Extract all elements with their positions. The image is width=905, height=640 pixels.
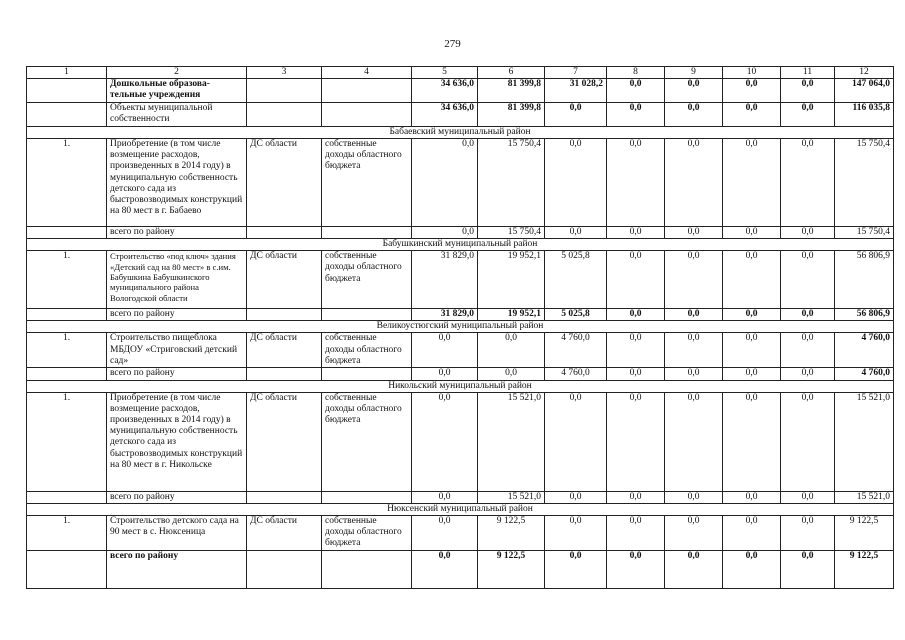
- value-cell: 0,0: [781, 309, 835, 321]
- value-cell: 15 521,0: [835, 491, 894, 503]
- value-cell: 9 122,5: [478, 515, 545, 550]
- budget-table: [26, 66, 894, 589]
- item-row: [27, 139, 894, 227]
- value-cell: 0,0: [607, 368, 665, 380]
- column-header: 10: [723, 67, 781, 79]
- value-cell: 15 750,4: [835, 139, 894, 227]
- value-cell: 0,0: [723, 103, 781, 127]
- value-cell: 5 025,8: [545, 251, 607, 309]
- summary-label: Дошкольные образова-тельные учреждения: [107, 79, 247, 103]
- value-cell: 0,0: [665, 227, 723, 239]
- column-header: 11: [781, 67, 835, 79]
- item-recipient: ДС области: [247, 515, 322, 550]
- value-cell: 0,0: [665, 139, 723, 227]
- value-cell: 0,0: [781, 227, 835, 239]
- value-cell: 0,0: [723, 251, 781, 309]
- total-label: всего по району: [107, 550, 247, 588]
- value-cell: 0,0: [545, 550, 607, 588]
- item-source: собственные доходы областного бюджета: [322, 251, 412, 309]
- value-cell: 34 636,0: [412, 103, 478, 127]
- value-cell: 81 399,8: [478, 103, 545, 127]
- district-header-row: [27, 321, 894, 333]
- total-label: всего по району: [107, 368, 247, 380]
- value-cell: 0,0: [607, 392, 665, 491]
- item-index: 1.: [27, 251, 107, 309]
- district-name: Великоустюгский муниципальный район: [27, 321, 894, 333]
- column-header: 9: [665, 67, 723, 79]
- district-name: Бабушкинский муниципальный район: [27, 239, 894, 251]
- value-cell: 9 122,5: [478, 550, 545, 588]
- value-cell: 0,0: [781, 515, 835, 550]
- value-cell: 0,0: [781, 251, 835, 309]
- value-cell: 0,0: [723, 368, 781, 380]
- value-cell: 0,0: [412, 515, 478, 550]
- value-cell: 34 636,0: [412, 79, 478, 103]
- district-total-row: [27, 491, 894, 503]
- district-total-row: [27, 309, 894, 321]
- value-cell: 5 025,8: [545, 309, 607, 321]
- item-source: собственные доходы областного бюджета: [322, 333, 412, 368]
- summary-label: Объекты муниципальной собственности: [107, 103, 247, 127]
- column-header: 6: [478, 67, 545, 79]
- item-index: 1.: [27, 139, 107, 227]
- value-cell: 31 829,0: [412, 251, 478, 309]
- item-recipient: ДС области: [247, 251, 322, 309]
- item-index: 1.: [27, 515, 107, 550]
- district-header-row: [27, 239, 894, 251]
- page-number: 279: [444, 38, 461, 50]
- column-header: 2: [107, 67, 247, 79]
- value-cell: 0,0: [781, 103, 835, 127]
- value-cell: 9 122,5: [835, 515, 894, 550]
- value-cell: 15 521,0: [478, 491, 545, 503]
- value-cell: 0,0: [607, 227, 665, 239]
- total-label: всего по району: [107, 227, 247, 239]
- district-header-row: [27, 503, 894, 515]
- district-header-row: [27, 127, 894, 139]
- item-index: 1.: [27, 392, 107, 491]
- value-cell: 15 750,4: [478, 139, 545, 227]
- value-cell: 15 750,4: [478, 227, 545, 239]
- value-cell: 0,0: [781, 550, 835, 588]
- value-cell: 0,0: [412, 368, 478, 380]
- value-cell: 0,0: [781, 139, 835, 227]
- value-cell: 0,0: [723, 392, 781, 491]
- value-cell: 0,0: [723, 550, 781, 588]
- value-cell: 0,0: [412, 227, 478, 239]
- value-cell: 0,0: [723, 491, 781, 503]
- district-name: Бабаевский муниципальный район: [27, 127, 894, 139]
- value-cell: 0,0: [607, 550, 665, 588]
- value-cell: 0,0: [781, 368, 835, 380]
- value-cell: 0,0: [412, 139, 478, 227]
- column-header: 4: [322, 67, 412, 79]
- value-cell: 0,0: [665, 368, 723, 380]
- item-source: собственные доходы областного бюджета: [322, 515, 412, 550]
- value-cell: 0,0: [412, 550, 478, 588]
- value-cell: 0,0: [607, 515, 665, 550]
- column-header: 5: [412, 67, 478, 79]
- value-cell: 147 064,0: [835, 79, 894, 103]
- item-row: [27, 333, 894, 368]
- item-name: Строительство детского сада на 90 мест в с. Нюксеница: [107, 515, 247, 550]
- value-cell: 0,0: [665, 103, 723, 127]
- value-cell: 31 829,0: [412, 309, 478, 321]
- value-cell: 0,0: [723, 139, 781, 227]
- value-cell: 0,0: [665, 79, 723, 103]
- value-cell: 15 750,4: [835, 227, 894, 239]
- value-cell: 0,0: [665, 491, 723, 503]
- item-name: Приобретение (в том числе возмещение расходов, произведенных в 2014 году) в муниципальную собственность детского сада из быстровозводимых конструкций на 80 мест в г. Никольске: [107, 392, 247, 491]
- value-cell: 0,0: [607, 79, 665, 103]
- value-cell: 0,0: [607, 309, 665, 321]
- value-cell: 0,0: [607, 251, 665, 309]
- value-cell: 4 760,0: [545, 333, 607, 368]
- value-cell: 0,0: [412, 333, 478, 368]
- district-total-row: [27, 368, 894, 380]
- column-header-row: [27, 67, 894, 79]
- value-cell: 4 760,0: [835, 368, 894, 380]
- item-name: Строительство пищеблока МБДОУ «Стриговский детский сад»: [107, 333, 247, 368]
- column-header: 8: [607, 67, 665, 79]
- value-cell: 31 028,2: [545, 79, 607, 103]
- item-row: [27, 392, 894, 491]
- item-row: [27, 515, 894, 550]
- district-name: Нюксенский муниципальный район: [27, 503, 894, 515]
- value-cell: 0,0: [545, 139, 607, 227]
- district-header-row: [27, 380, 894, 392]
- district-total-row: [27, 227, 894, 239]
- value-cell: 9 122,5: [835, 550, 894, 588]
- item-row: [27, 251, 894, 309]
- value-cell: 0,0: [607, 103, 665, 127]
- summary-row: [27, 79, 894, 103]
- value-cell: 0,0: [545, 515, 607, 550]
- district-total-row: [27, 550, 894, 588]
- value-cell: 0,0: [781, 333, 835, 368]
- value-cell: 0,0: [665, 251, 723, 309]
- value-cell: 0,0: [781, 491, 835, 503]
- value-cell: 0,0: [723, 515, 781, 550]
- value-cell: 0,0: [607, 491, 665, 503]
- value-cell: 0,0: [607, 333, 665, 368]
- item-source: собственные доходы областного бюджета: [322, 392, 412, 491]
- item-recipient: ДС области: [247, 392, 322, 491]
- value-cell: 0,0: [412, 491, 478, 503]
- value-cell: 0,0: [665, 392, 723, 491]
- value-cell: 116 035,8: [835, 103, 894, 127]
- value-cell: 0,0: [545, 392, 607, 491]
- item-name: Строительство «под ключ» здания «Детский сад на 80 мест» в с.им. Бабушкина Бабушкинского муниципального района Вологодской области: [107, 251, 247, 309]
- value-cell: 56 806,9: [835, 251, 894, 309]
- total-label: всего по району: [107, 491, 247, 503]
- total-label: всего по району: [107, 309, 247, 321]
- column-header: 3: [247, 67, 322, 79]
- value-cell: 56 806,9: [835, 309, 894, 321]
- value-cell: 0,0: [665, 309, 723, 321]
- value-cell: 0,0: [781, 79, 835, 103]
- value-cell: 0,0: [478, 368, 545, 380]
- value-cell: 0,0: [665, 550, 723, 588]
- item-recipient: ДС области: [247, 139, 322, 227]
- value-cell: 0,0: [478, 333, 545, 368]
- value-cell: 19 952,1: [478, 309, 545, 321]
- value-cell: 15 521,0: [478, 392, 545, 491]
- item-name: Приобретение (в том числе возмещение расходов, произведенных в 2014 году) в муниципальную собственность детского сада из быстровозводимых конструкций на 80 мест в г. Бабаево: [107, 139, 247, 227]
- value-cell: 15 521,0: [835, 392, 894, 491]
- item-recipient: ДС области: [247, 333, 322, 368]
- value-cell: 0,0: [545, 227, 607, 239]
- value-cell: 0,0: [545, 103, 607, 127]
- item-source: собственные доходы областного бюджета: [322, 139, 412, 227]
- summary-row: [27, 103, 894, 127]
- column-header: 1: [27, 67, 107, 79]
- column-header: 7: [545, 67, 607, 79]
- value-cell: 0,0: [412, 392, 478, 491]
- column-header: 12: [835, 67, 894, 79]
- value-cell: 0,0: [723, 309, 781, 321]
- value-cell: 19 952,1: [478, 251, 545, 309]
- value-cell: 0,0: [723, 333, 781, 368]
- item-index: 1.: [27, 333, 107, 368]
- value-cell: 0,0: [665, 515, 723, 550]
- value-cell: 4 760,0: [835, 333, 894, 368]
- value-cell: 0,0: [781, 392, 835, 491]
- value-cell: 81 399,8: [478, 79, 545, 103]
- value-cell: 0,0: [607, 139, 665, 227]
- district-name: Никольский муниципальный район: [27, 380, 894, 392]
- value-cell: 4 760,0: [545, 368, 607, 380]
- value-cell: 0,0: [723, 79, 781, 103]
- value-cell: 0,0: [723, 227, 781, 239]
- value-cell: 0,0: [665, 333, 723, 368]
- value-cell: 0,0: [545, 491, 607, 503]
